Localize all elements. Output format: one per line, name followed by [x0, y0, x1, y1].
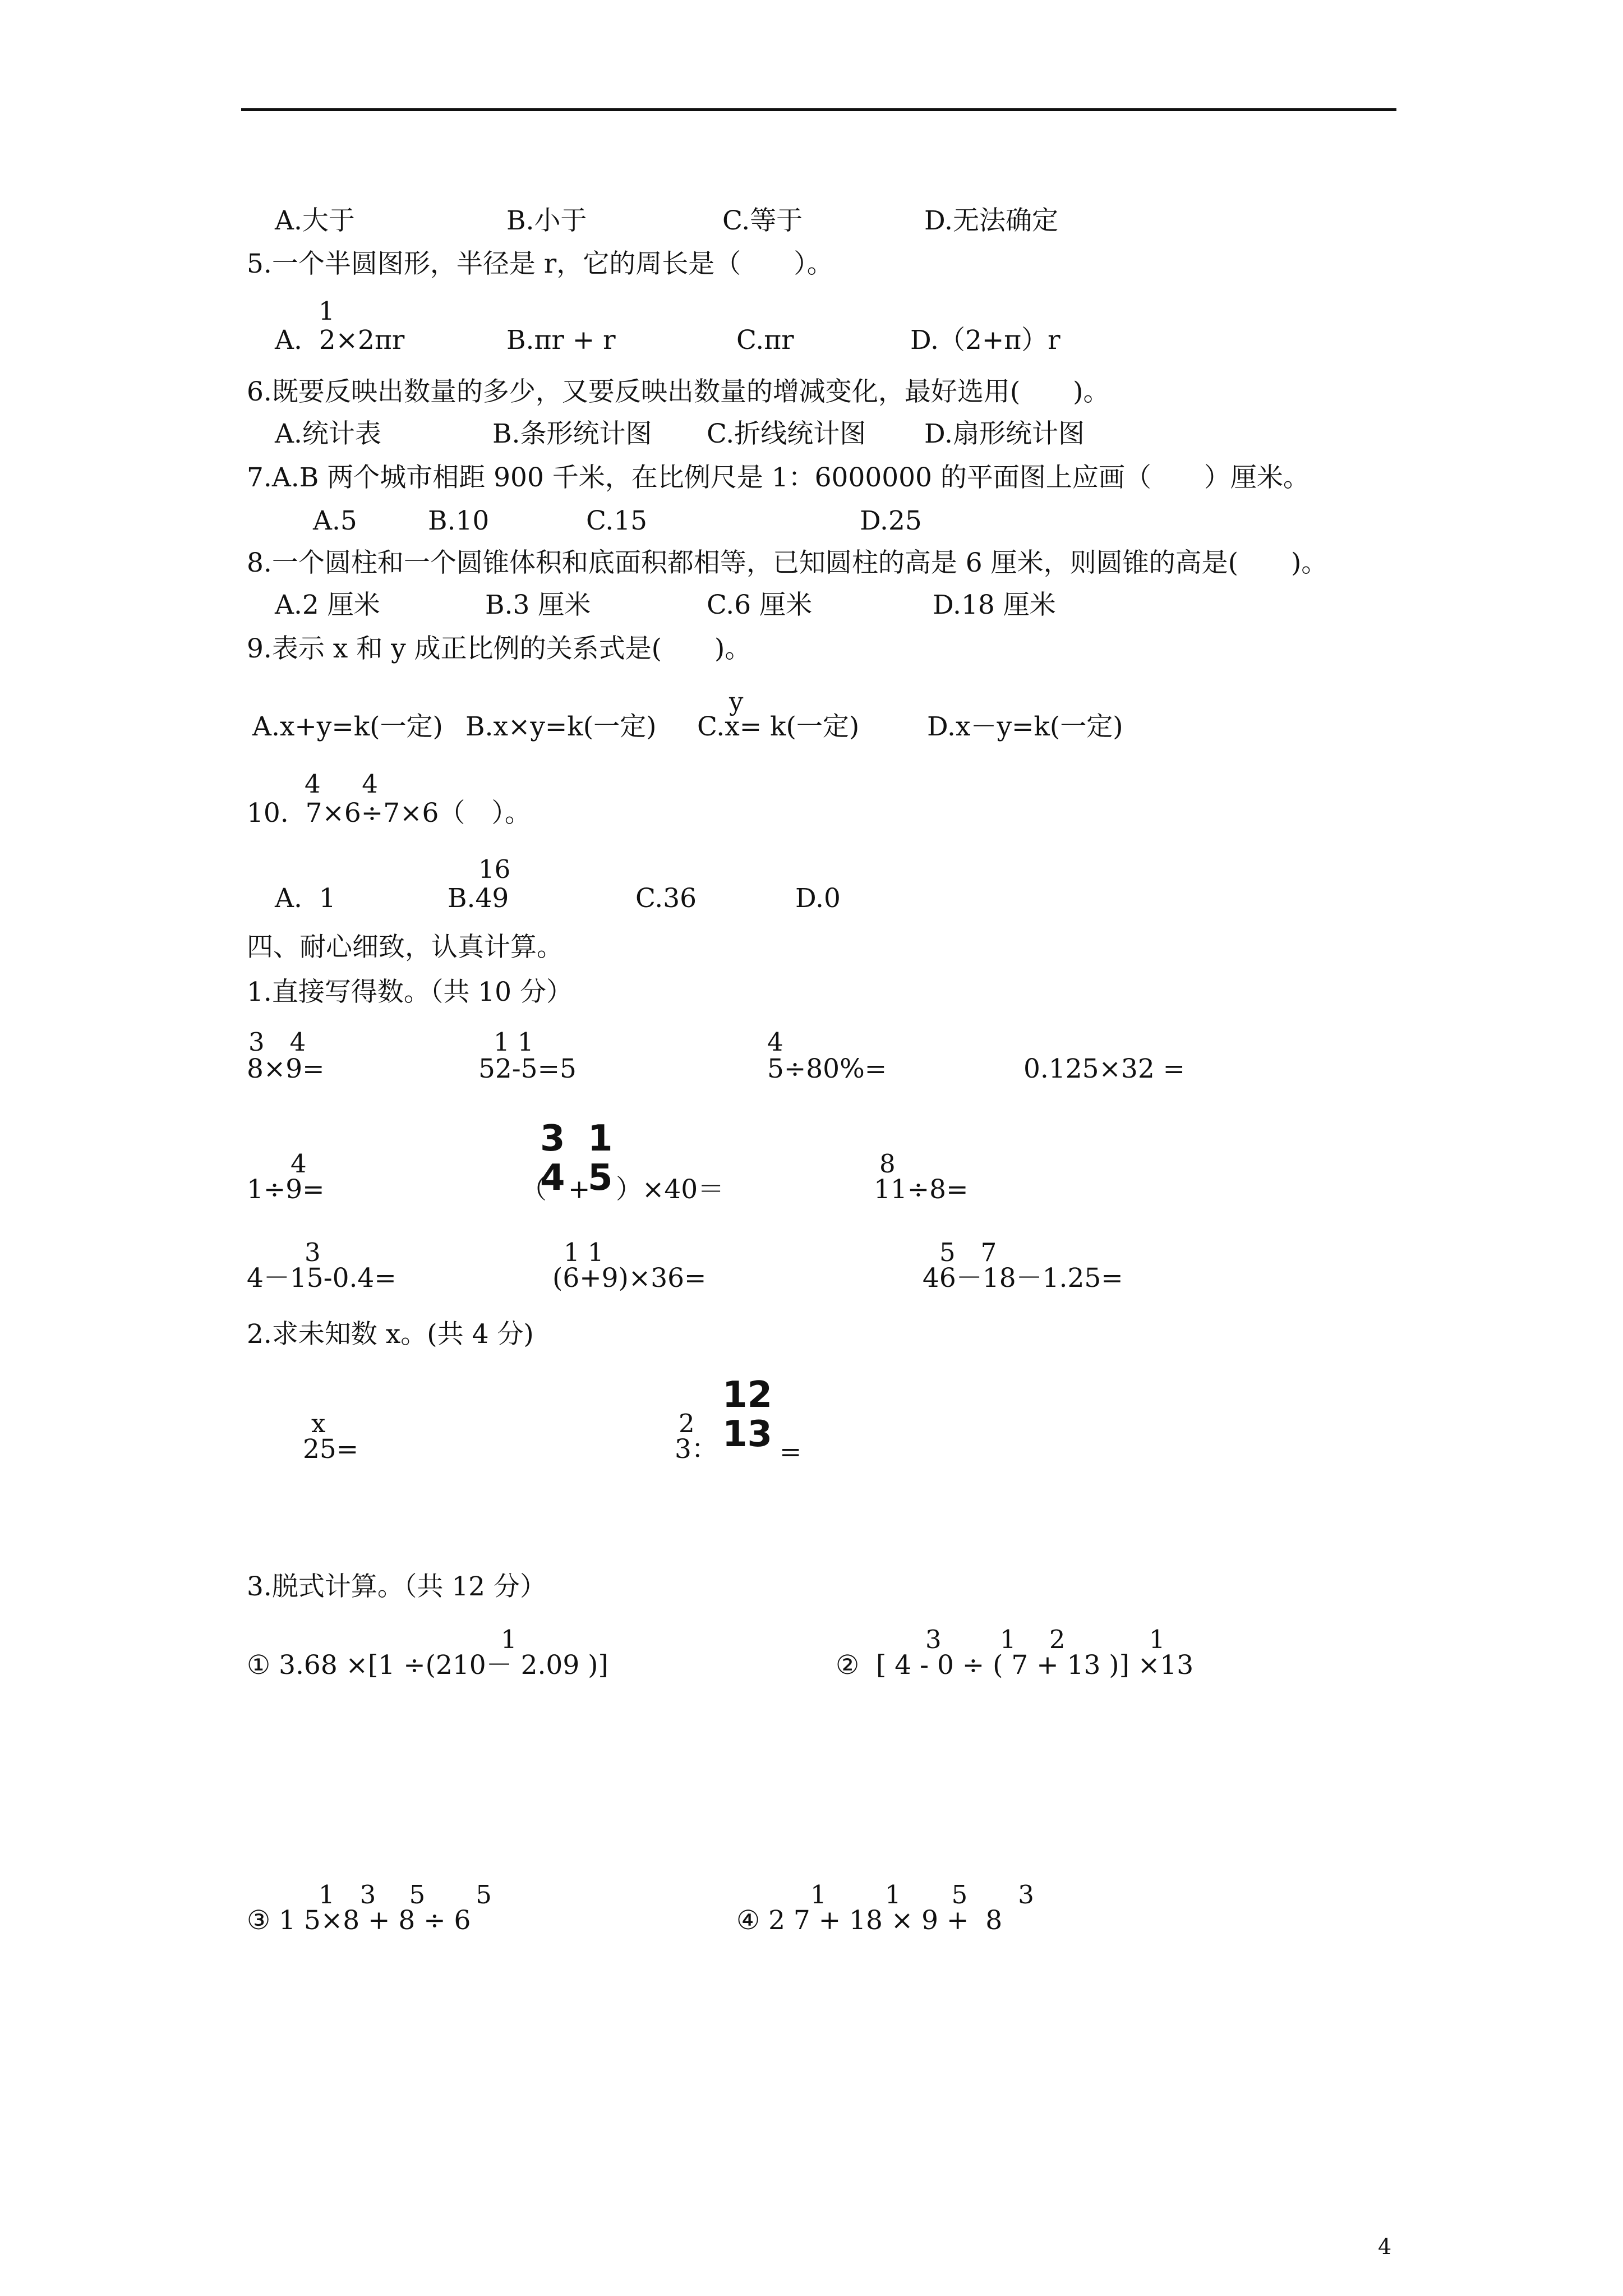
- q7-stem: 7.A.B 两个城市相距 900 千米，在比例尺是 1：6000000 的平面图上应画（ ）厘米。: [247, 462, 1310, 493]
- q5-option-d: D.（2+π）r: [910, 325, 1061, 356]
- part-1-title: 1.直接写得数。（共 10 分）: [247, 977, 573, 1007]
- calc-6-rest: ）×40＝: [616, 1174, 725, 1205]
- q7-option-c: C.15: [586, 505, 648, 536]
- q4-option-d: D.无法确定: [924, 205, 1058, 236]
- step-calc-4-numerators: 1 1 5 3: [810, 1880, 1034, 1910]
- q9-option-c: C.x= k(一定): [697, 711, 860, 742]
- q9-stem: 9.表示 x 和 y 成正比例的关系式是( )。: [247, 633, 751, 664]
- step-calc-2: ② [ 4 - 0 ÷ ( 7 + 13 )] ×13: [836, 1650, 1194, 1681]
- equation-2-numerator: 2: [679, 1409, 695, 1438]
- calc-5: 1÷9=: [247, 1174, 325, 1205]
- q6-option-b: B.条形统计图: [492, 418, 652, 449]
- q5-option-b: B.πr + r: [506, 325, 616, 356]
- part-3-title: 3.脱式计算。（共 12 分）: [247, 1571, 547, 1602]
- part-2-title: 2.求未知数 x。(共 4 分): [247, 1319, 534, 1350]
- q8-stem: 8.一个圆柱和一个圆锥体积和底面积都相等，已知圆柱的高是 6 厘米，则圆锥的高是( )。: [247, 547, 1328, 578]
- q7-option-b: B.10: [428, 505, 490, 536]
- q10-b-numerator: 16: [478, 854, 511, 884]
- q4-option-a: A.大于: [275, 205, 355, 236]
- calc-6-open-paren: （: [520, 1174, 547, 1205]
- calc-10: 46－18－1.25=: [923, 1263, 1123, 1294]
- calc-7-numerator: 8: [879, 1149, 896, 1179]
- q8-option-d: D.18 厘米: [933, 590, 1056, 620]
- q5-option-a: A. 2×2πr: [275, 325, 405, 356]
- page-number: 4: [1378, 2234, 1392, 2259]
- calc-7: 11÷8=: [874, 1174, 969, 1205]
- q6-option-a: A.统计表: [275, 418, 381, 449]
- q8-option-c: C.6 厘米: [707, 590, 813, 620]
- step-calc-1-numerator: 1: [501, 1625, 517, 1654]
- q6-stem: 6.既要反映出数量的多少，又要反映出数量的增减变化，最好选用( )。: [247, 376, 1110, 407]
- equation-2-equals: =: [780, 1437, 802, 1467]
- q6-option-d: D.扇形统计图: [924, 418, 1085, 449]
- step-calc-1: ① 3.68 ×[1 ÷(210－ 2.09 )]: [247, 1650, 608, 1681]
- calc-1: 8×9=: [247, 1053, 325, 1084]
- q9-option-b: B.x×y=k(一定): [465, 711, 657, 742]
- calc-3-numerator: 4: [767, 1027, 783, 1057]
- calc-2-numerators: 1 1: [494, 1027, 534, 1057]
- calc-4: 0.125×32 =: [1023, 1053, 1186, 1084]
- calc-3: 5÷80%=: [767, 1053, 887, 1084]
- step-calc-3: ③ 1 5×8 + 8 ÷ 6: [247, 1905, 471, 1936]
- q7-option-d: D.25: [860, 505, 922, 536]
- calc-8-numerator: 3: [305, 1237, 321, 1267]
- calc-10-numerators: 5 7: [939, 1237, 997, 1267]
- q10-option-a: A. 1: [275, 883, 336, 914]
- q10-option-b: B.49: [448, 883, 509, 914]
- calc-1-numerators: 3 4: [248, 1027, 306, 1057]
- q7-option-a: A.5: [313, 505, 357, 536]
- q4-option-c: C.等于: [722, 205, 803, 236]
- q9-option-d: D.x－y=k(一定): [927, 711, 1123, 742]
- step-calc-3-numerators: 1 3 5 5: [319, 1880, 492, 1910]
- q6-option-c: C.折线统计图: [707, 418, 866, 449]
- step-calc-4: ④ 2 7 + 18 × 9 + 8: [736, 1905, 1003, 1936]
- calc-6-fraction-1-denominator: 4: [540, 1157, 565, 1199]
- q5-a-numerator: 1: [319, 296, 335, 326]
- q5-option-c: C.πr: [736, 325, 794, 356]
- q10-option-d: D.0: [795, 883, 841, 914]
- calc-2: 52-5=5: [478, 1053, 577, 1084]
- q10-option-c: C.36: [635, 883, 697, 914]
- q9-option-a: A.x+y=k(一定): [252, 711, 443, 742]
- equation-1-numerator: x: [311, 1409, 326, 1438]
- header-rule: [241, 108, 1396, 111]
- q8-option-b: B.3 厘米: [485, 590, 591, 620]
- calc-6-plus: +: [568, 1174, 591, 1205]
- calc-6-fraction-2-denominator: 5: [588, 1157, 613, 1199]
- equation-2-fraction-numerator: 12: [722, 1374, 773, 1416]
- section-4-title: 四、耐心细致，认真计算。: [247, 932, 563, 963]
- q10-numerators: 4 4: [305, 769, 378, 799]
- step-calc-2-numerators: 3 1 2 1: [925, 1625, 1165, 1654]
- q10-expression: 10. 7×6÷7×6（ ）。: [247, 798, 531, 829]
- equation-2-fraction-denominator: 13: [722, 1414, 773, 1455]
- calc-5-numerator: 4: [291, 1149, 307, 1179]
- calc-6-fraction-1-numerator: 3: [540, 1118, 565, 1159]
- calc-6-fraction-2-numerator: 1: [588, 1118, 613, 1159]
- equation-1: 25=: [303, 1434, 359, 1465]
- equation-2: 3：: [675, 1434, 718, 1465]
- calc-9: (6+9)×36=: [552, 1263, 707, 1294]
- q8-option-a: A.2 厘米: [275, 590, 380, 620]
- calc-9-numerators: 1 1: [564, 1237, 604, 1267]
- q9-c-numerator: y: [729, 687, 744, 716]
- q4-option-b: B.小于: [506, 205, 587, 236]
- calc-8: 4－15-0.4=: [247, 1263, 396, 1294]
- q5-stem: 5.一个半圆图形，半径是 r，它的周长是（ ）。: [247, 249, 833, 279]
